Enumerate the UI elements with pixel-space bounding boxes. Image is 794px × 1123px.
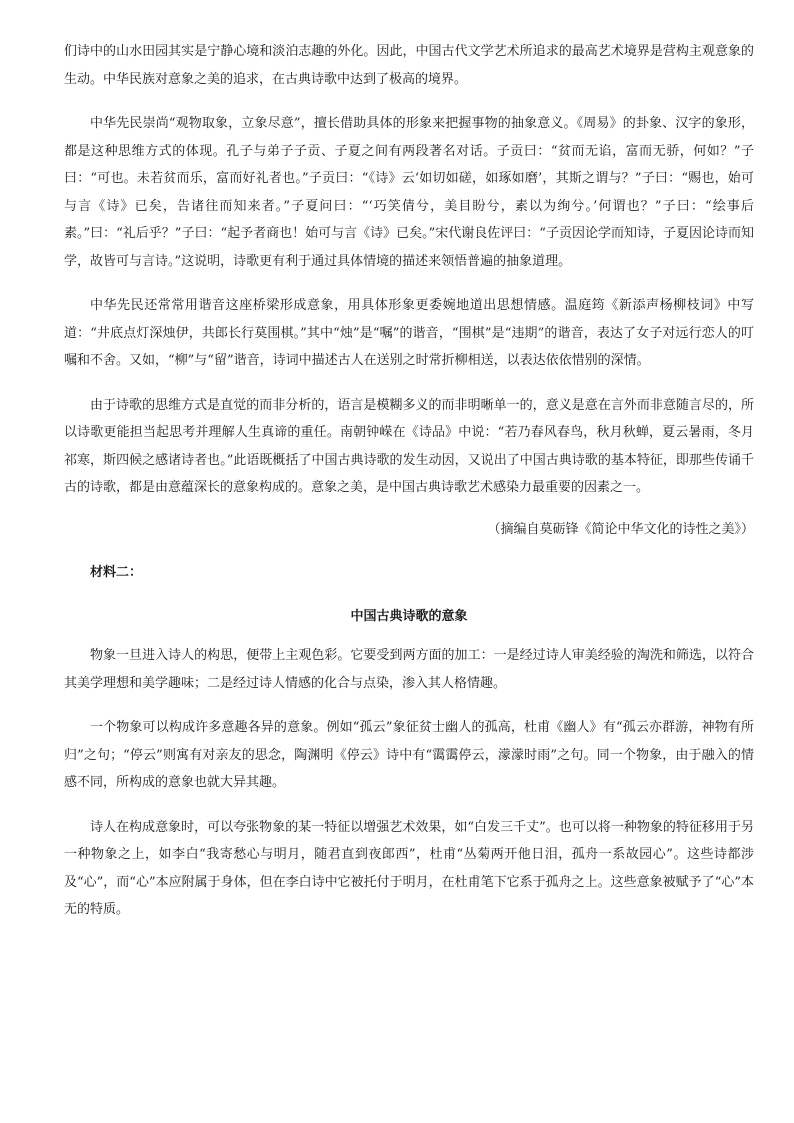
material-two-paragraph-2: 一个物象可以构成许多意趣各异的意象。例如“孤云”象征贫士幽人的孤高，杜甫《幽人》有“孤云亦群游，神物有所归”之句；“停云”则寓有对亲友的思念，陶渊明《停云》诗中有“霭霭停云，濛濛时雨”之句。同一个物象，由于融入的情感不同，所构成的意象也就大异其趣。 (64, 720, 754, 790)
material-one-paragraph-2: 中华先民崇尚“观物取象，立象尽意”，擅长借助具体的形象来把握事物的抽象意义。《周易》的卦象、汉字的象形，都是这种思维方式的体现。孔子与弟子子贡、子夏之间有两段著名对话。子贡曰：“贫而无谄，富而无骄，何如？”子曰：“可也。未若贫而乐，富而好礼者也。”子贡曰：“《诗》云‘如切如磋，如琢如磨’，其斯之谓与？”子曰：“赐也，始可与言《诗》已矣，告诸往而知来者。”子夏问曰：“‘巧笑倩兮，美目盼兮，素以为绚兮。’何谓也？”子曰：“绘事后素。”曰：“礼后乎？”子曰：“起予者商也！始可与言《诗》已矣。”宋代谢良佐评曰：“子贡因论学而知诗，子夏因论诗而知学，故皆可与言诗。”这说明，诗歌更有利于通过具体情境的描述来领悟普遍的抽象道理。 (64, 116, 754, 269)
material-two-paragraph-1: 物象一旦进入诗人的构思，便带上主观色彩。它要受到两方面的加工：一是经过诗人审美经验的淘洗和筛选，以符合其美学理想和美学趣味；二是经过诗人情感的化合与点染，渗入其人格情趣。 (64, 648, 754, 691)
document-body (64, 38, 754, 924)
material-one-source: （摘编自莫砺锋《简论中华文化的诗性之美》） (487, 521, 754, 537)
material-two-title: 中国古典诗歌的意象 (350, 608, 468, 624)
material-one-paragraph-4: 由于诗歌的思维方式是直觉的而非分析的，语言是模糊多义的而非明晰单一的，意义是意在言外而非意随言尽的，所以诗歌更能担当起思考并理解人生真谛的重任。南朝钟嵘在《诗品》中说：“若乃春风春鸟，秋月秋蝉，夏云暑雨，冬月祁寒，斯四候之感诸诗者也。”此语既概括了中国古典诗歌的发生动因，又说出了中国古典诗歌的基本特征，即那些传诵千古的诗歌，都是由意蕴深长的意象构成的。意象之美，是中国古典诗歌艺术感染力最重要的因素之一。 (64, 397, 754, 495)
material-two-label: 材料二： (90, 565, 143, 580)
material-two-paragraph-3: 诗人在构成意象时，可以夸张物象的某一特征以增强艺术效果，如“白发三千丈”。也可以将一种物象的特征移用于另一种物象之上，如李白“我寄愁心与明月，随君直到夜郎西”，杜甫“丛菊两开他日泪，孤舟一系故园心”。这些诗都涉及“心”，而“心”本应附属于身体，但在李白诗中它被托付于明月，在杜甫笔下它系于孤舟之上。这些意象被赋予了“心”本无的特质。 (64, 819, 754, 917)
material-one-paragraph-1: 们诗中的山水田园其实是宁静心境和淡泊志趣的外化。因此，中国古代文学艺术所追求的最高艺术境界是营构主观意象的生动。中华民族对意象之美的追求，在古典诗歌中达到了极高的境界。 (64, 44, 754, 87)
material-one-paragraph-3: 中华先民还常常用谐音这座桥梁形成意象，用具体形象更委婉地道出思想情感。温庭筠《新添声杨柳枝词》中写道：“井底点灯深烛伊，共郎长行莫围棋。”其中“烛”是“嘱”的谐音，“围棋”是“违期”的谐音，表达了女子对远行恋人的叮嘱和不舍。又如，“柳”与“留”谐音，诗词中描述古人在送别之时常折柳相送，以表达依依惜别的深情。 (64, 298, 754, 368)
